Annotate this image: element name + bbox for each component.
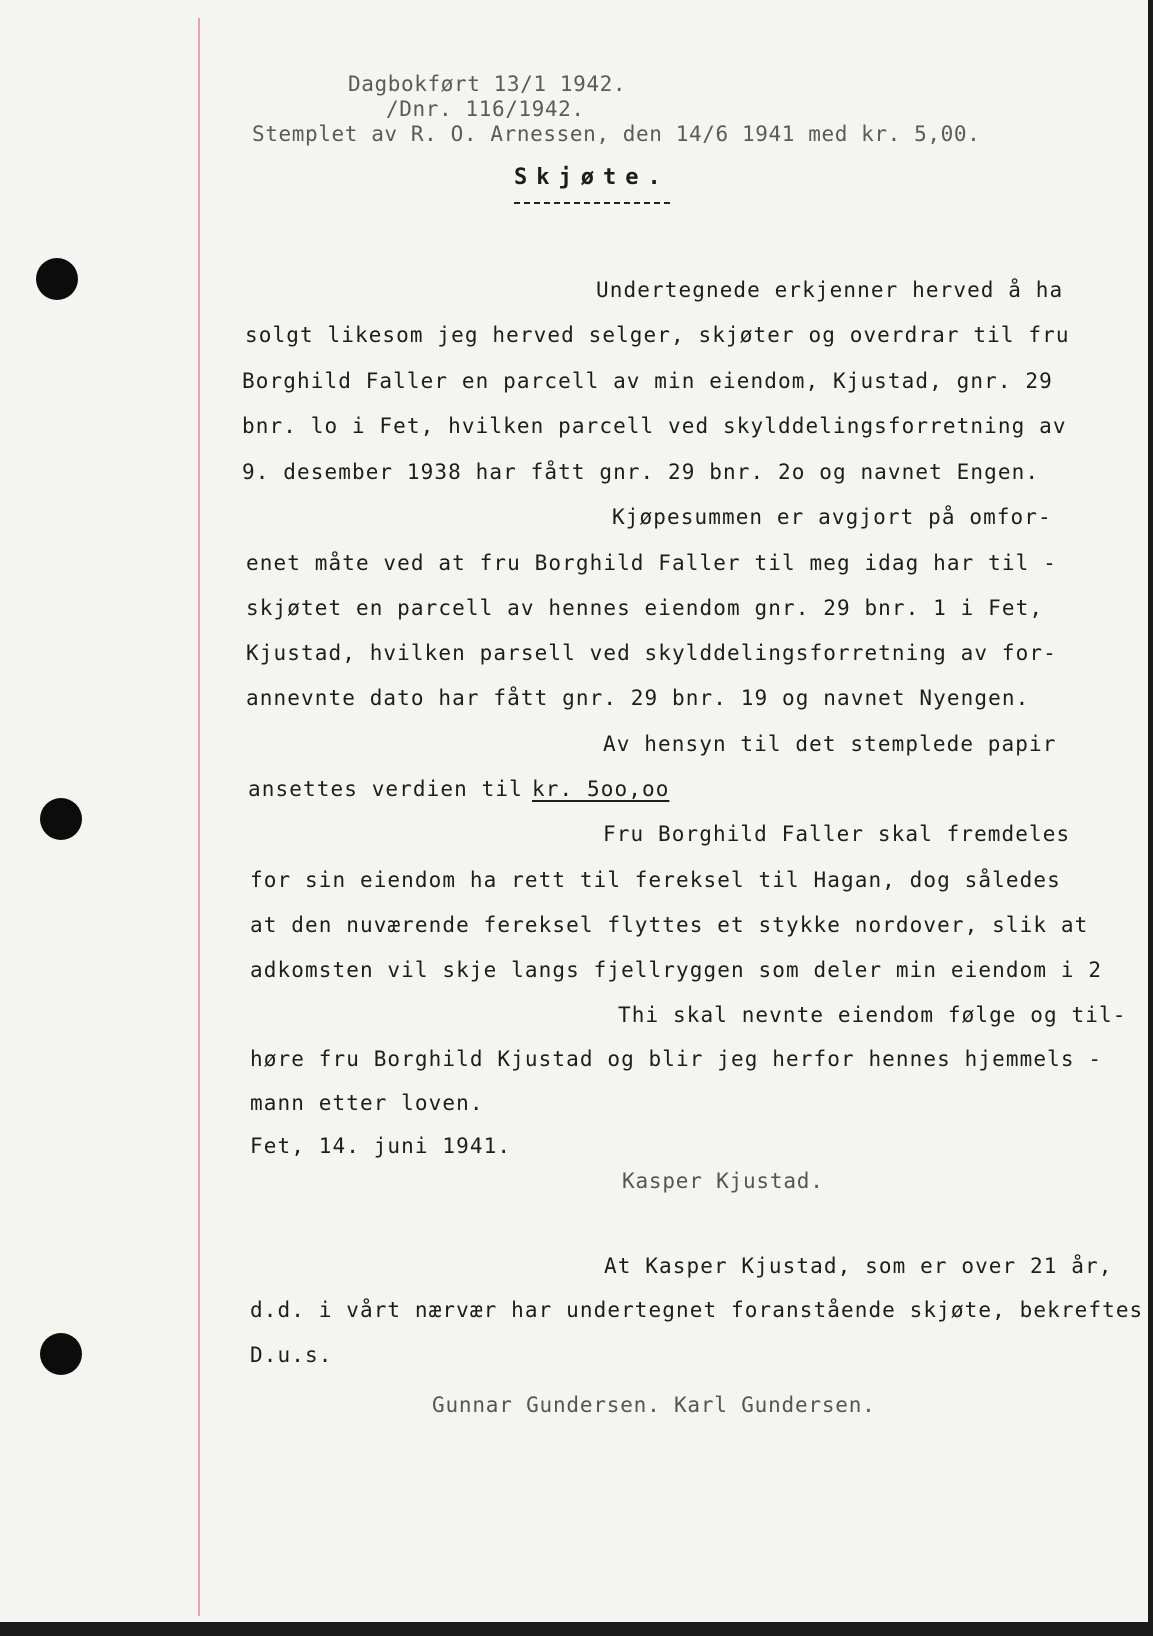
body-line: Kjustad, hvilken parsell ved skylddelingsforretning av for- bbox=[246, 641, 1057, 665]
document-title: Skjøte. bbox=[514, 165, 670, 190]
body-line: solgt likesom jeg herved selger, skjøter og overdrar til fru bbox=[245, 323, 1070, 347]
body-line: enet måte ved at fru Borghild Faller til meg idag har til - bbox=[246, 551, 1057, 575]
body-line: Borghild Faller en parcell av min eiendom, Kjustad, gnr. 29 bbox=[242, 369, 1053, 393]
seller-signature: Kasper Kjustad. bbox=[622, 1169, 824, 1193]
body-line: mann etter loven. bbox=[250, 1091, 484, 1115]
margin-rule bbox=[198, 18, 200, 1616]
body-line: skjøtet en parcell av hennes eiendom gnr. 29 bnr. 1 i Fet, bbox=[246, 596, 1044, 620]
body-line: at den nuværende fereksel flyttes et stykke nordover, slik at bbox=[250, 913, 1089, 937]
body-line: Thi skal nevnte eiendom følge og til- bbox=[618, 1003, 1127, 1027]
registry-number: /Dnr. 116/1942. bbox=[386, 97, 585, 121]
witness-line: At Kasper Kjustad, som er over 21 år, bbox=[604, 1254, 1113, 1278]
witness-line: D.u.s. bbox=[250, 1343, 333, 1367]
title-underline bbox=[514, 202, 670, 204]
registry-date: Dagbokført 13/1 1942. bbox=[348, 72, 627, 96]
body-line: Undertegnede erkjenner herved å ha bbox=[596, 278, 1064, 302]
body-line: ansettes verdien til bbox=[248, 777, 523, 801]
witness-signatures: Gunnar Gundersen. Karl Gundersen. bbox=[432, 1393, 876, 1417]
body-line: bnr. lo i Fet, hvilken parcell ved skylddelingsforretning av bbox=[242, 414, 1067, 438]
body-line: 9. desember 1938 har fått gnr. 29 bnr. 2o og navnet Engen. bbox=[242, 460, 1040, 484]
witness-line: d.d. i vårt nærvær har undertegnet foranstående skjøte, bekreftes bbox=[250, 1298, 1144, 1322]
body-line: høre fru Borghild Kjustad og blir jeg herfor hennes hjemmels - bbox=[250, 1047, 1103, 1071]
body-line: for sin eiendom ha rett til fereksel til Hagan, dog således bbox=[250, 868, 1061, 892]
punch-hole bbox=[36, 258, 78, 300]
purchase-amount: kr. 5oo,oo bbox=[532, 777, 670, 801]
body-line: annevnte dato har fått gnr. 29 bnr. 19 og navnet Nyengen. bbox=[246, 686, 1030, 710]
stamp-note: Stemplet av R. O. Arnessen, den 14/6 1941 med kr. 5,00. bbox=[252, 122, 981, 146]
body-line: Kjøpesummen er avgjort på omfor- bbox=[612, 505, 1052, 529]
place-date: Fet, 14. juni 1941. bbox=[250, 1134, 512, 1158]
body-line: Fru Borghild Faller skal fremdeles bbox=[603, 822, 1071, 846]
body-line: adkomsten vil skje langs fjellryggen som deler min eiendom i 2 bbox=[250, 958, 1103, 982]
punch-hole bbox=[40, 1333, 82, 1375]
punch-hole bbox=[40, 798, 82, 840]
body-line: Av hensyn til det stemplede papir bbox=[603, 732, 1057, 756]
